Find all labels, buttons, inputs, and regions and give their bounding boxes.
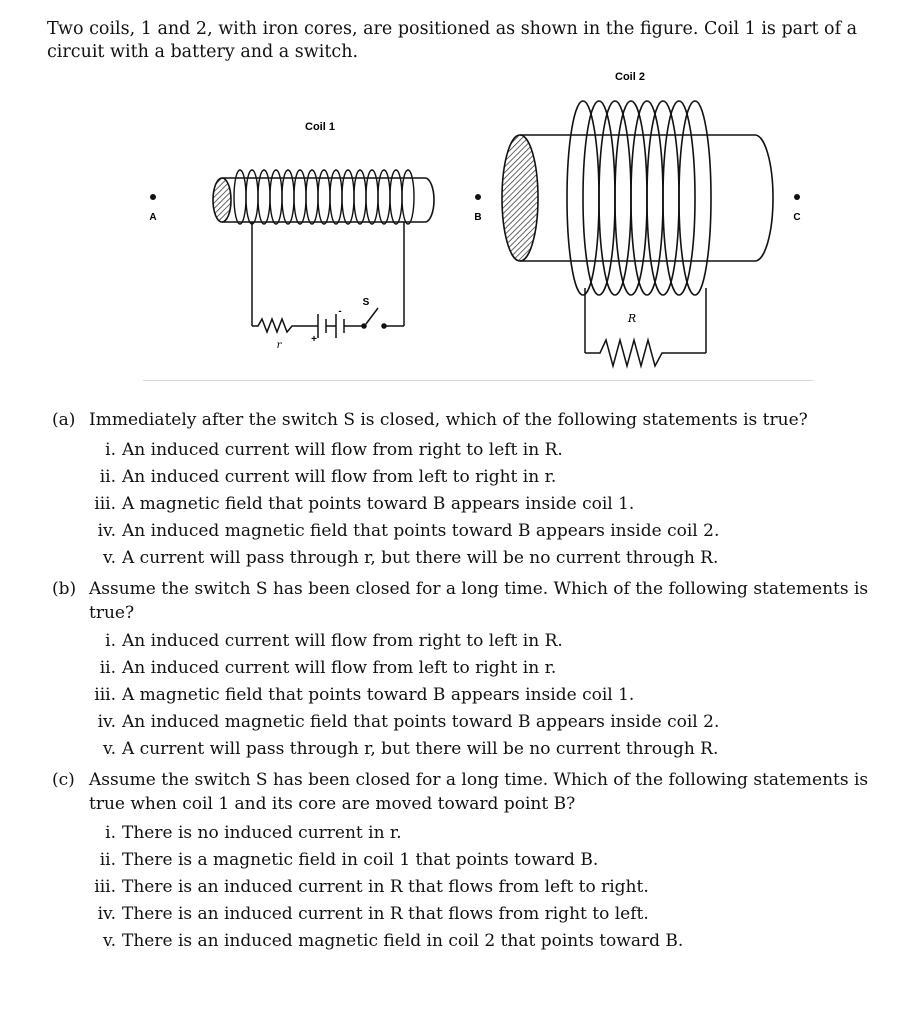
small-r-label: r — [276, 340, 282, 351]
question-c-option-4: iv. There is an induced current in R that flows from right to left. — [97, 904, 649, 924]
question-b-label: (b) — [52, 579, 77, 599]
question-a — [52, 408, 872, 432]
question-c-option-1: i. There is no induced current in r. — [105, 823, 402, 843]
circuit-figure — [0, 60, 913, 390]
figure-svg — [0, 60, 913, 390]
question-b-option-3: iii. A magnetic field that points toward B appears inside coil 1. — [94, 685, 635, 705]
question-a-option-5: v. A current will pass through r, but there will be no current through R. — [103, 548, 719, 568]
switch-label: S — [362, 297, 370, 308]
coil1-label: Coil 1 — [305, 121, 335, 133]
point-a-label: A — [149, 212, 157, 223]
point-c-dot — [794, 194, 800, 200]
battery-plus: + — [311, 334, 317, 345]
point-b-label: B — [474, 212, 482, 223]
question-b-option-2: ii. An induced current will flow from left to right in r. — [99, 658, 557, 678]
coil2-circuit — [585, 288, 706, 366]
coil2 — [502, 101, 773, 295]
question-c-option-3: iii. There is an induced current in R that flows from left to right. — [94, 877, 649, 897]
question-a-option-1: i. An induced current will flow from right to left in R. — [105, 440, 563, 460]
coil1 — [213, 170, 434, 224]
question-a-option-3: iii. A magnetic field that points toward B appears inside coil 1. — [94, 494, 635, 514]
question-a-text: Immediately after the switch S is closed, which of the following statements is true? — [89, 410, 808, 430]
question-b-text: Assume the switch S has been closed for a long time. Which of the following statements is true? — [89, 579, 869, 623]
problem-intro: Two coils, 1 and 2, with iron cores, are positioned as shown in the figure. Coil 1 is part of a circuit with a battery and a switch. — [47, 19, 858, 62]
question-c-label: (c) — [52, 770, 75, 790]
large-r-label: R — [627, 312, 637, 325]
question-c-text: Assume the switch S has been closed for a long time. Which of the following statements is true when coil 1 and its core are moved toward point B? — [89, 770, 869, 814]
question-c-option-5: v. There is an induced magnetic field in coil 2 that points toward B. — [103, 931, 684, 951]
question-b-option-4: iv. An induced magnetic field that points toward B appears inside coil 2. — [97, 712, 720, 732]
question-c — [52, 768, 872, 816]
question-a-option-4: iv. An induced magnetic field that points toward B appears inside coil 2. — [97, 521, 720, 541]
question-b-option-5: v. A current will pass through r, but there will be no current through R. — [103, 739, 719, 759]
question-c-option-2: ii. There is a magnetic field in coil 1 that points toward B. — [99, 850, 599, 870]
divider — [143, 380, 813, 381]
point-b-dot — [475, 194, 481, 200]
question-a-label: (a) — [52, 410, 76, 430]
coil2-label: Coil 2 — [615, 71, 645, 83]
question-b — [52, 577, 872, 625]
coil1-circuit — [252, 222, 404, 338]
battery-minus: - — [338, 306, 342, 317]
question-a-option-2: ii. An induced current will flow from left to right in r. — [99, 467, 557, 487]
point-c-label: C — [793, 212, 801, 223]
question-b-option-1: i. An induced current will flow from right to left in R. — [105, 631, 563, 651]
point-a-dot — [150, 194, 156, 200]
